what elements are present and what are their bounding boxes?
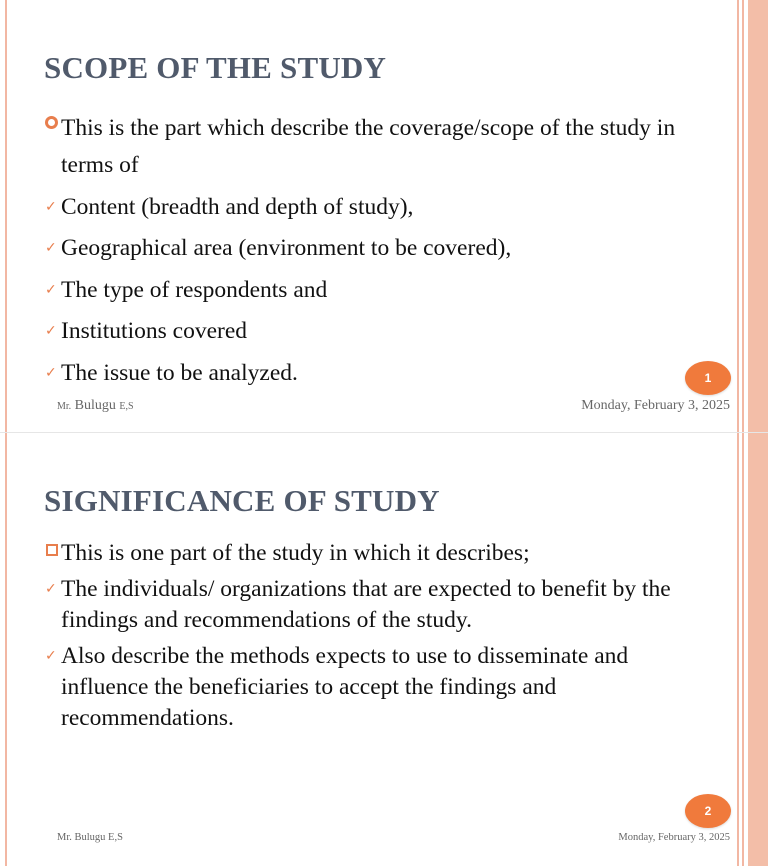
right-accent-bars (736, 433, 768, 866)
check-bullet-icon: ✓ (45, 281, 57, 298)
footer-date: Monday, February 3, 2025 (581, 398, 730, 413)
list-item-text: This is one part of the study in which it describes; (61, 540, 530, 566)
check-bullet-icon: ✓ (45, 240, 57, 256)
list-item (0, 189, 700, 226)
list-item (0, 313, 700, 350)
list-item-text: The type of respondents and (61, 276, 328, 303)
check-bullet-icon: ✓ (45, 581, 57, 597)
slide-1 (0, 0, 768, 432)
slide-title: SCOPE OF THE STUDY (44, 50, 387, 85)
list-item-text: Content (breadth and depth of study), (61, 193, 414, 220)
list-item (0, 110, 700, 184)
bullet-list (0, 538, 700, 739)
check-bullet-icon: ✓ (45, 198, 57, 215)
page-number-badge: 2 (685, 794, 731, 828)
list-item (0, 574, 700, 636)
list-item (0, 272, 700, 309)
check-bullet-icon: ✓ (45, 648, 57, 664)
right-accent-bars (736, 0, 768, 432)
square-bullet-icon (46, 544, 58, 556)
list-item (0, 538, 700, 569)
ring-bullet-icon (45, 116, 58, 129)
footer-author: Mr. Bulugu E,S (57, 398, 134, 413)
list-item-text: Also describe the methods expects to use to disseminate and influence the beneficiaries to accept the findings and recommendations. (61, 643, 629, 731)
bullet-list (0, 110, 700, 396)
list-item-text: This is the part which describe the coverage/scope of the study in terms of (61, 115, 676, 178)
list-item (0, 230, 700, 267)
page-number-badge: 1 (685, 361, 731, 395)
list-item (0, 641, 700, 734)
list-item-text: The issue to be analyzed. (61, 359, 298, 386)
check-bullet-icon: ✓ (45, 364, 57, 381)
list-item (0, 355, 700, 392)
footer-author: Mr. Bulugu E,S (57, 832, 123, 843)
slide-title: SIGNIFICANCE OF STUDY (44, 483, 440, 518)
list-item-text: The individuals/ organizations that are expected to benefit by the findings and recommendations of the study. (61, 576, 671, 633)
list-item-text: Geographical area (environment to be covered), (61, 235, 512, 261)
footer-date: Monday, February 3, 2025 (618, 832, 730, 843)
check-bullet-icon: ✓ (45, 323, 57, 339)
list-item-text: Institutions covered (61, 318, 248, 344)
